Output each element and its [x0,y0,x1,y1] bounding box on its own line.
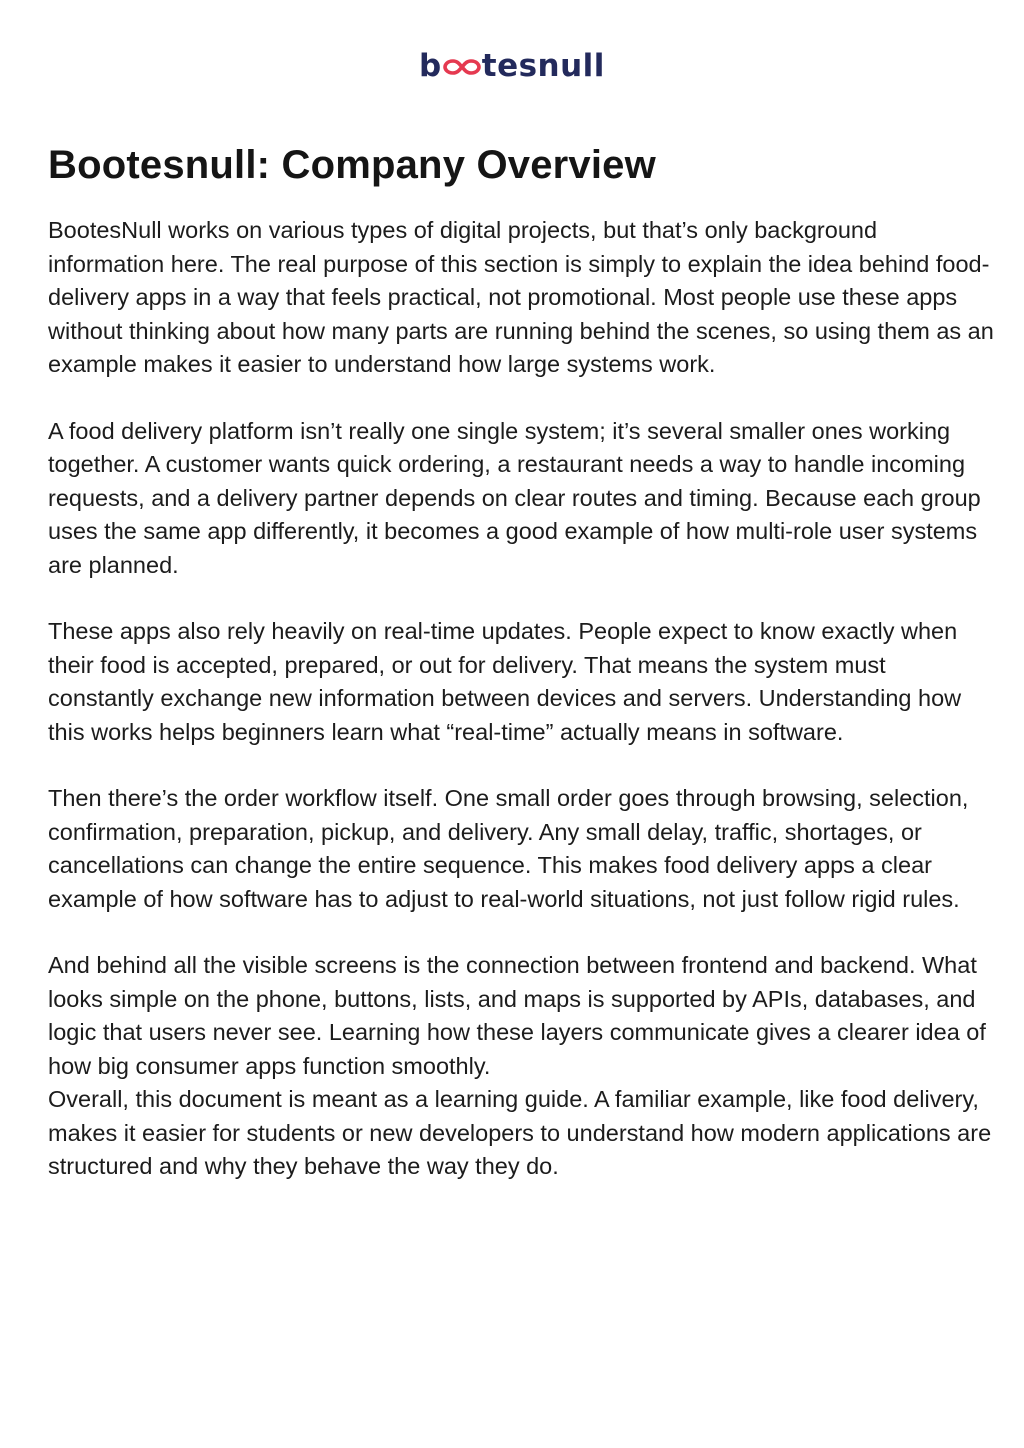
logo-text-suffix: tesnull [481,47,605,84]
brand-logo [419,47,605,84]
infinity-icon [443,57,481,77]
page-title: Bootesnull: Company Overview [48,143,656,187]
paragraph-multi-role: A food delivery platform isn’t really one single system; it’s several smaller ones working together. A customer wants quick ordering, a restaurant needs a way to handle incoming requests, and a delivery partner depends on clear routes and timing. Because each group uses the same app differently, it becomes a good example of how multi-role user systems are planned. [48,417,981,578]
paragraph-real-time: These apps also rely heavily on real-time updates. People expect to know exactly when their food is accepted, prepared, or out for delivery. That means the system must constantly exchange new information between devices and servers. Understanding how this works helps beginners learn what “real-time” actually means in software. [48,618,962,745]
paragraph-order-workflow: Then there’s the order workflow itself. One small order goes through browsing, selection, confirmation, preparation, pickup, and delivery. Any small delay, traffic, shortages, or cancellations can change the entire sequence. This makes food delivery apps a clear example of how software has to adjust to real-world situations, not just follow rigid rules. [48,785,969,912]
document-body [48,140,998,1217]
paragraph-overall: Overall, this document is meant as a learning guide. A familiar example, like food delivery, makes it easier for students or new developers to understand how modern applications are structured and why they behave the way they do. [48,1086,992,1179]
logo-text-prefix: b [419,47,442,84]
header [0,46,1024,86]
paragraph-intro: BootesNull works on various types of digital projects, but that’s only background information here. The real purpose of this section is simply to explain the idea behind food-delivery apps in a way that feels practical, not promotional. Most people use these apps without thinking about how many parts are running behind the scenes, so using them as an example makes it easier to understand how large systems work. [48,217,994,377]
paragraph-frontend-backend: And behind all the visible screens is the connection between frontend and backend. What looks simple on the phone, buttons, lists, and maps is supported by APIs, databases, and logic that users never see. Learning how these layers communicate gives a clearer idea of how big consumer apps function smoothly. [48,952,986,1079]
